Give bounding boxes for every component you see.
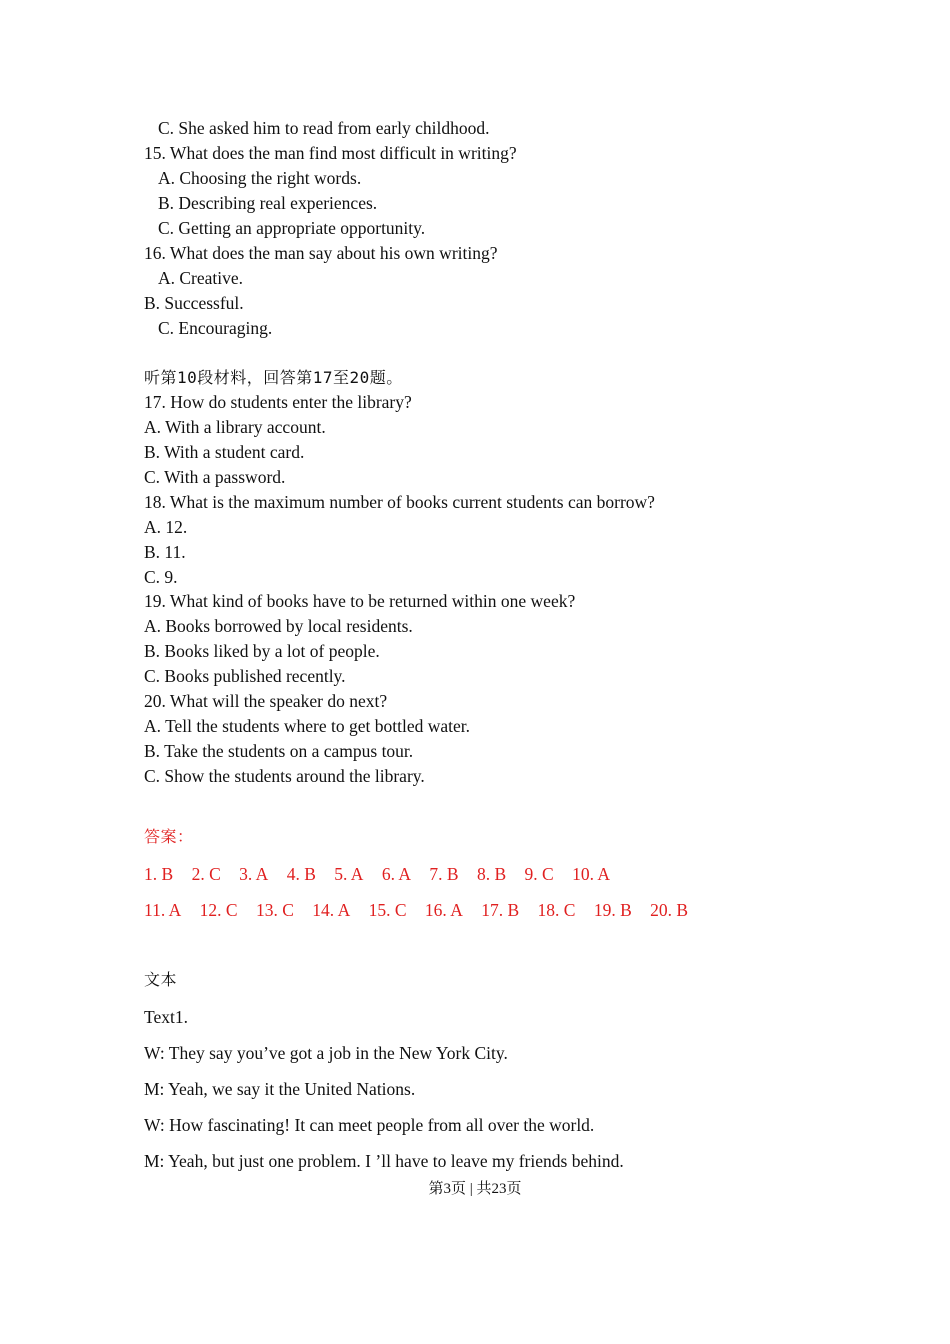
question-16: 16. What does the man say about his own writing? [144,243,498,263]
answers-row-1 [144,863,624,885]
option-19a: A. Books borrowed by local residents. [144,616,413,636]
answer-item: 2. C [191,864,221,884]
dialogue-line-4: M: Yeah, but just one problem. I ’ll have to leave my friends behind. [144,1151,624,1171]
question-17: 17. How do students enter the library? [144,392,412,412]
answer-item: 5. A [334,864,364,884]
option-19b: B. Books liked by a lot of people. [144,641,380,661]
option-17a: A. With a library account. [144,417,326,437]
answer-item: 13. C [255,900,294,920]
option-15a: A. Choosing the right words. [158,168,362,188]
answer-item: 8. B [476,864,507,884]
question-20: 20. What will the speaker do next? [144,691,388,711]
dialogue-line-2: M: Yeah, we say it the United Nations. [144,1079,416,1099]
option-18c: C. 9. [144,567,178,587]
section-10-heading: 听第10段材料，回答第17至20题。 [144,368,403,387]
answer-item: 3. A [239,864,269,884]
answer-item: 12. C [199,900,238,920]
text1-label: Text1. [144,1007,188,1027]
answer-item: 9. C [524,864,554,884]
option-17b: B. With a student card. [144,442,305,462]
option-14c: C. She asked him to read from early childhood. [158,118,490,138]
option-16c: C. Encouraging. [158,318,273,338]
option-20c: C. Show the students around the library. [144,766,425,786]
answer-item: 6. A [381,864,411,884]
option-15c: C. Getting an appropriate opportunity. [158,218,426,238]
option-20b: B. Take the students on a campus tour. [144,741,414,761]
option-18a: A. 12. [144,517,188,537]
answers-row-2 [144,899,702,921]
option-20a: A. Tell the students where to get bottled water. [144,716,471,736]
answer-item: 1. B [144,864,174,884]
answer-item: 20. B [650,900,689,920]
option-19c: C. Books published recently. [144,666,346,686]
question-15: 15. What does the man find most difficult in writing? [144,143,517,163]
option-16b: B. Successful. [144,293,244,313]
answer-item: 18. C [537,900,576,920]
answer-item: 14. A [312,900,351,920]
answer-item: 7. B [429,864,459,884]
answer-item: 10. A [572,864,610,884]
answers-label: 答案： [144,827,194,846]
answer-item: 11. A [144,900,182,920]
dialogue-line-3: W: How fascinating! It can meet people from all over the world. [144,1115,595,1135]
answer-item: 19. B [593,900,632,920]
answer-item: 15. C [368,900,407,920]
question-18: 18. What is the maximum number of books current students can borrow? [144,492,655,512]
question-19: 19. What kind of books have to be returned within one week? [144,591,576,611]
dialogue-line-1: W: They say you’ve got a job in the New York City. [144,1043,508,1063]
option-16a: A. Creative. [158,268,244,288]
answer-item: 4. B [286,864,316,884]
option-17c: C. With a password. [144,467,286,487]
answer-item: 16. A [424,900,463,920]
option-15b: B. Describing real experiences. [158,193,378,213]
answer-item: 17. B [481,900,520,920]
option-18b: B. 11. [144,542,186,562]
transcript-heading: 文本 [144,970,178,989]
page-footer: 第3页 | 共23页 [428,1181,522,1197]
